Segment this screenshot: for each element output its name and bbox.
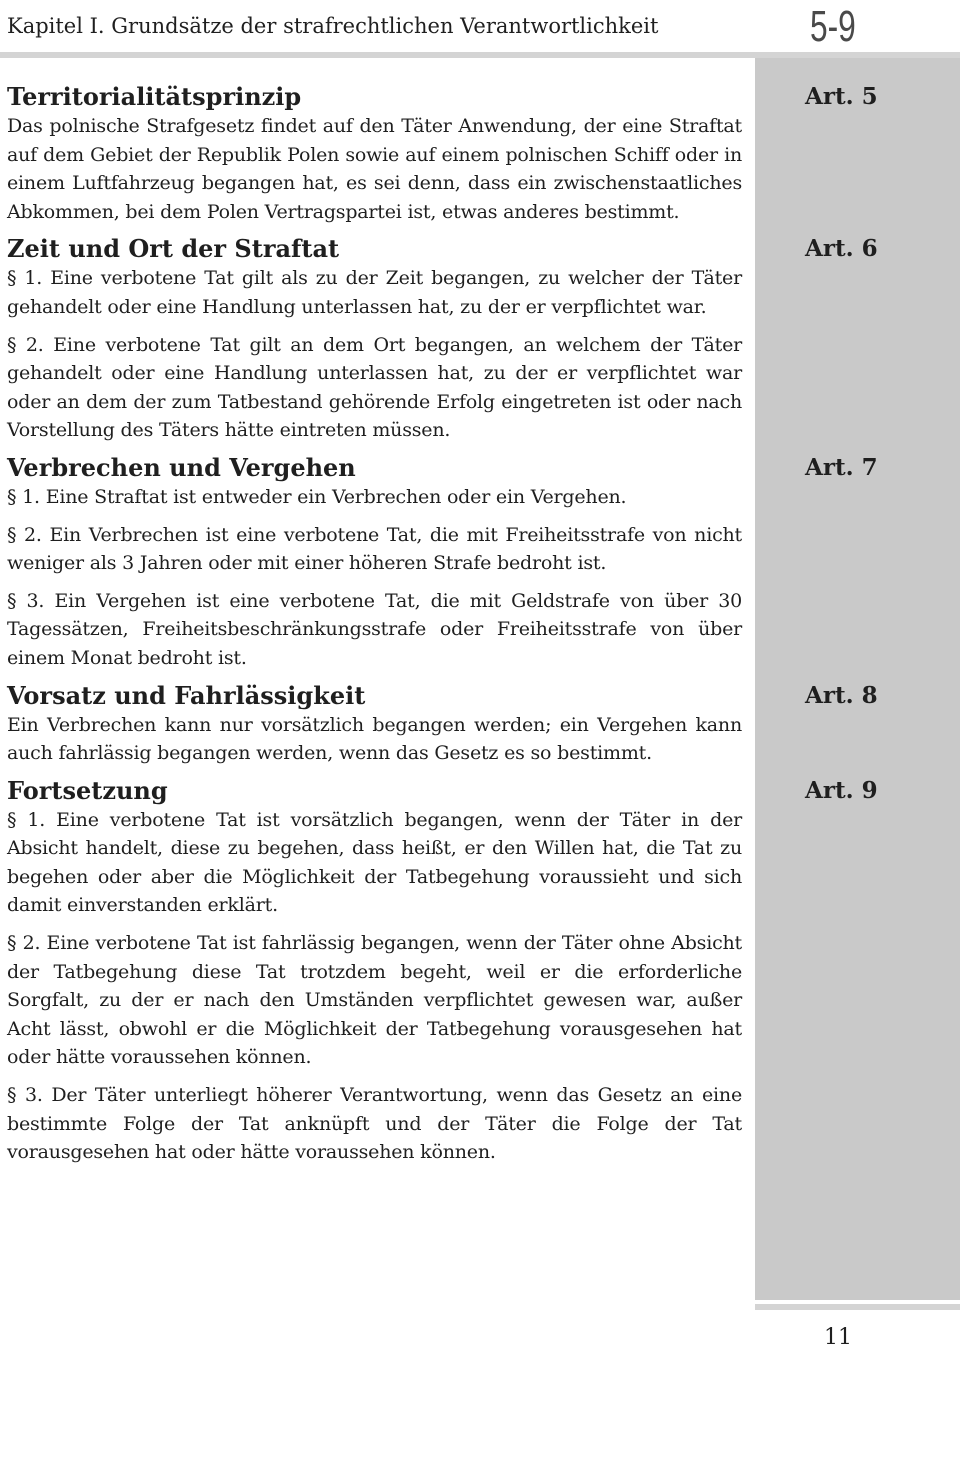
article-paragraph: § 2. Eine verbotene Tat ist fahrlässig begangen, wenn der Täter ohne Absicht der Tatbegehung diese Tat trotzdem begeht, weil er die erforderliche Sorgfalt, zu der er nach den Umständen verpflichtet gewesen war, außer Acht lässt, obwohl er die Möglichkeit der Tatbegehung vorausgesehen hat oder hätte voraussehen können. (7, 932, 742, 1069)
article-number: Art. 8 (805, 681, 878, 709)
header-rule (0, 52, 960, 58)
article-paragraph: § 2. Ein Verbrechen ist eine verbotene Tat, die mit Freiheitsstrafe von nicht weniger als 3 Jahren oder mit einer höheren Strafe bedroht ist. (7, 523, 742, 575)
article-paragraph: § 3. Ein Vergehen ist eine verbotene Tat, die mit Geldstrafe von über 30 Tagessätzen, Freiheitsbeschränkungsstrafe oder Freiheitsstrafe von über einem Monat bedroht ist. (7, 589, 742, 669)
article-number: Art. 9 (805, 776, 878, 804)
page-content (7, 82, 878, 1167)
footer-rule (755, 1304, 960, 1310)
article-title: Zeit und Ort der Straftat (7, 234, 340, 264)
article-paragraph: § 1. Eine verbotene Tat ist vorsätzlich begangen, wenn der Täter in der Absicht handelt, diese zu begehen, dass heißt, er den Willen hat, die Tat zu begehen oder aber die Möglichkeit der Tatbegehung voraussieht und sich damit einverstanden erklärt. (7, 808, 742, 917)
article-number: Art. 7 (805, 453, 878, 481)
article-paragraph: Das polnische Strafgesetz findet auf den Täter Anwendung, der eine Straftat auf dem Gebiet der Republik Polen sowie auf einem polnischen Schiff oder in einem Luftfahrzeug begangen hat, es sei denn, dass ein zwischenstaatliches Abkommen, bei dem Polen Vertragspartei ist, etwas anderes bestimmt. (7, 115, 742, 223)
article-title: Verbrechen und Vergehen (7, 452, 356, 482)
article-number: Art. 5 (805, 83, 878, 110)
article-5 (7, 82, 878, 226)
article-paragraph: § 1. Eine Straftat ist entweder ein Verbrechen oder ein Vergehen. (7, 485, 627, 508)
article-number: Art. 6 (805, 235, 878, 263)
page-number: 11 (824, 1325, 852, 1350)
article-paragraph: § 3. Der Täter unterliegt höherer Verantwortung, wenn das Gesetz an eine bestimmte Folge der Tat anknüpft und der Täter die Folge der Tat vorausgesehen hat oder hätte voraussehen können. (7, 1084, 742, 1164)
article-title: Fortsetzung (7, 775, 168, 805)
page-range-label: 5-9 (810, 2, 856, 51)
article-paragraph: Ein Verbrechen kann nur vorsätzlich begangen werden; ein Vergehen kann auch fahrlässig begangen werden, wenn das Gesetz es so bestimmt. (7, 713, 742, 765)
article-8 (7, 680, 878, 768)
article-9 (7, 775, 878, 1167)
article-paragraph: § 2. Eine verbotene Tat gilt an dem Ort begangen, an welchem der Täter gehandelt oder eine Handlung unterlassen hat, zu der er verpflichtet war oder an dem der zum Tatbestand gehörende Erfolg eingetreten ist oder nach Vorstellung des Täters hätte eintreten müssen. (7, 333, 742, 442)
article-paragraph: § 1. Eine verbotene Tat gilt als zu der Zeit begangen, zu welcher der Täter gehandelt oder eine Handlung unterlassen hat, zu der er verpflichtet war. (7, 267, 742, 318)
article-7 (7, 452, 878, 673)
article-title: Territorialitätsprinzip (7, 82, 302, 111)
running-head: Kapitel I. Grundsätze der strafrechtlichen Verantwortlichkeit (7, 14, 659, 38)
article-title: Vorsatz und Fahrlässigkeit (7, 680, 366, 710)
article-6 (7, 234, 878, 445)
